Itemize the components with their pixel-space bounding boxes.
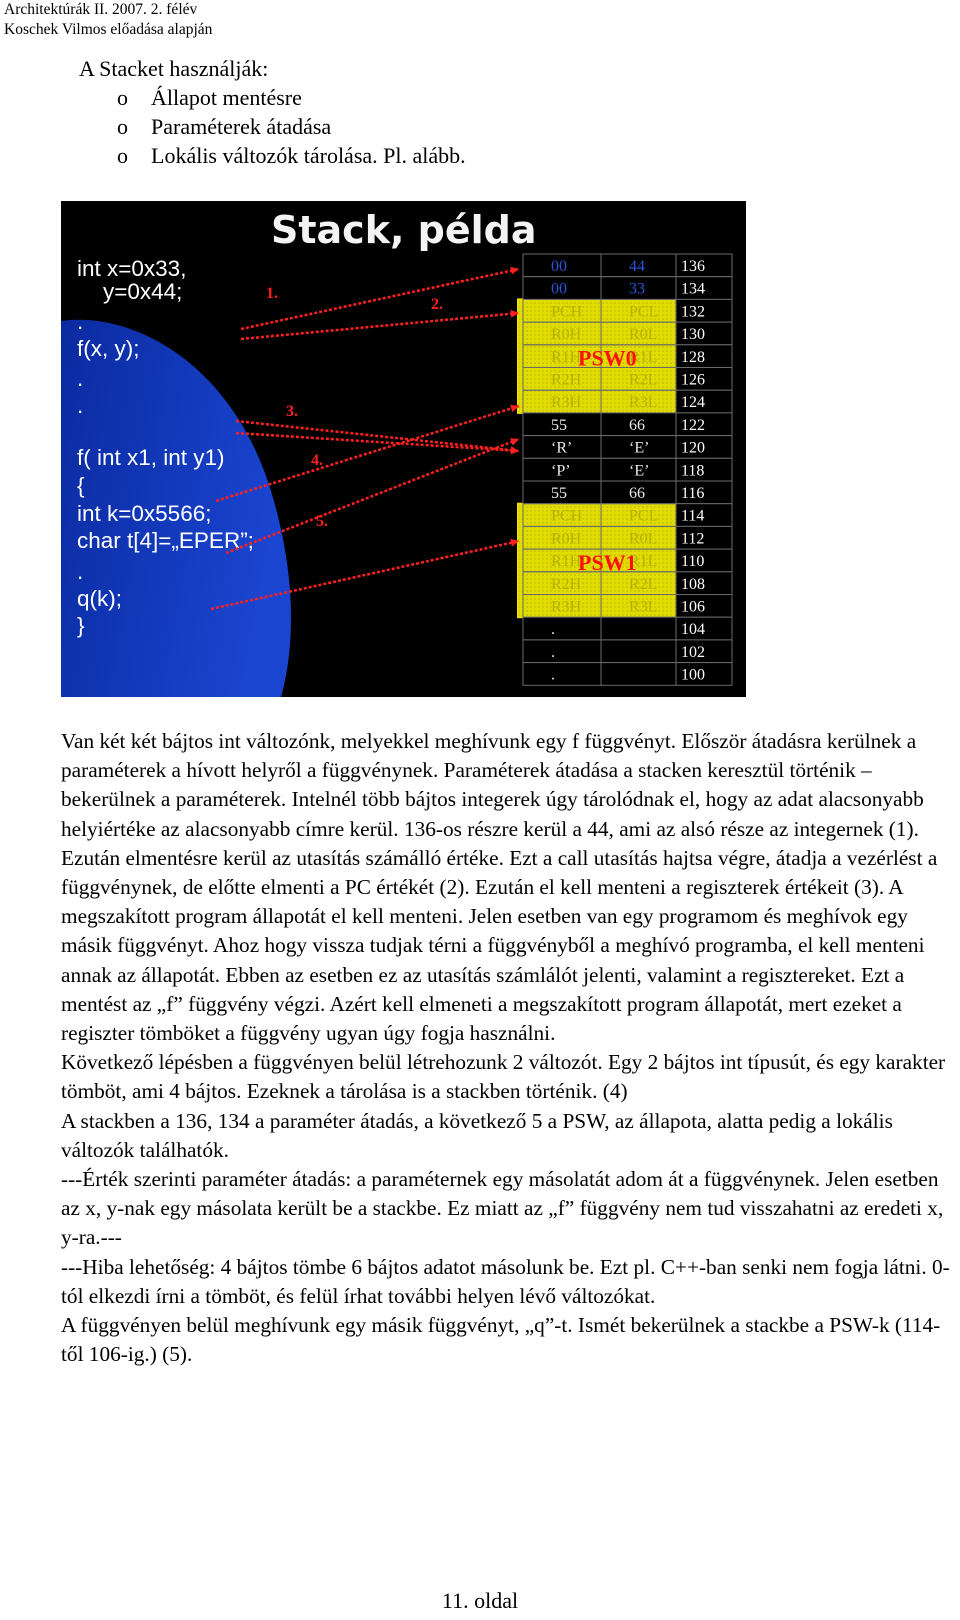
paragraph: ---Érték szerinti paraméter átadás: a paraméternek egy másolatát adom át a függvénynek. Jelen esetben az x, y-nak egy másolata került be a stackbe. Ez miatt az „f” függvény nem tud visszahatni az eredeti x, y-ra.--- xyxy=(61,1167,944,1250)
stack-cell-left: ‘P’ xyxy=(551,462,571,480)
arrow-label: 2. xyxy=(431,296,443,313)
stack-cell xyxy=(523,617,601,640)
stack-address: 106 xyxy=(681,598,705,616)
stack-cell-left: ‘R’ xyxy=(551,439,573,457)
stack-cell-left: 00 xyxy=(551,280,567,298)
stack-cell-left: PCH xyxy=(551,303,583,321)
stack-address: 114 xyxy=(681,507,705,525)
paragraph: A stackben a 136, 134 a paraméter átadás, a következő 5 a PSW, az állapota, alatta pedig a lokális változók találhatók. xyxy=(61,1108,893,1162)
stack-cell-right: R2L xyxy=(629,575,658,593)
code-line: . xyxy=(77,366,84,391)
paragraph: Van két két bájtos int változónk, melyekkel meghívunk egy f függvényt. Először átadásra kerülnek a paraméterek a hívott helyről a függvénynek. Paraméterek átadása a stacken keresztül történik – bekerülnek a paraméterek. Intelnél több bájtos integerek úgy tárolódnak el, hogy az adat alacsonyabb helyiértéke az alacsonyabb címre kerül. 136-os részre kerül a 44, ami az alsó része az integernek (1). Ezután elmentésre kerül az utasítás számálló értéke. Ezt a call utasítás hajtsa végre, átadja a vezérlést a függvénynek, de előtte elmenti a PC értékét (2). Ezután el kell menteni a regiszterek értékeit (3). A megszakított program állapotát el kell menteni. Jelen esetben van egy programom és meghívok egy másik függvényt. Ahoz hogy vissza tudjak térni a függvényből a meghívó programba, el kell menteni annak az állapotát. Ebben az esetben ez az utasítás számlálót jelenti, valamint a regisztereket. Ezt a mentést az „f” függvény végzi. Azért kell elmeneti a megszakított program állapotát, mert ezeket a regiszter tömböket a függvény ugyan úgy fogja használni. xyxy=(61,729,938,1046)
slide-title: Stack, példa xyxy=(271,208,537,252)
stack-cell-right: PCL xyxy=(629,507,659,525)
stack-cell-left: R0H xyxy=(551,326,582,344)
stack-cell-left: PCH xyxy=(551,507,583,525)
code-line: int k=0x5566; xyxy=(77,501,212,526)
stack-cell-right: PCL xyxy=(629,303,659,321)
list-item: o Állapot mentésre xyxy=(117,85,302,110)
stack-cell xyxy=(601,640,676,663)
stack-address: 102 xyxy=(681,643,705,661)
psw-label: PSW1 xyxy=(578,549,637,575)
arrow-label: 3. xyxy=(286,403,298,420)
intro-section xyxy=(79,54,466,170)
stack-cell-left: R0H xyxy=(551,530,582,548)
stack-cell xyxy=(523,663,601,686)
stack-address: 118 xyxy=(681,462,705,480)
stack-address: 134 xyxy=(681,280,705,298)
list-item: o Lokális változók tárolása. Pl. alább. xyxy=(117,143,466,168)
body-text xyxy=(61,727,959,1369)
paragraph: Következő lépésben a függvényen belül létrehozunk 2 változót. Egy 2 bájtos int típusút, és egy karakter tömböt, ami 4 bájtos. Ezeknek a tárolása is a stackben történik. (4) xyxy=(61,1050,946,1104)
code-line: char t[4]=„EPER”; xyxy=(77,528,254,553)
stack-cell-left: R2H xyxy=(551,575,582,593)
stack-cell-right: ‘E’ xyxy=(629,439,650,457)
code-line: f(x, y); xyxy=(77,336,140,361)
header-author: Koschek Vilmos előadása alapján xyxy=(4,21,213,38)
stack-example-slide xyxy=(61,201,746,697)
stack-cell-right: R1L xyxy=(629,553,658,571)
stack-address: 108 xyxy=(681,575,705,593)
code-line: . xyxy=(77,309,84,334)
bullet-icon: o xyxy=(117,85,128,110)
stack-cell-left: R3H xyxy=(551,598,582,616)
stack-cell-right: 33 xyxy=(629,280,645,298)
stack-cell xyxy=(601,617,676,640)
arrow-label: 5. xyxy=(316,513,328,530)
intro-heading: A Stacket használják: xyxy=(79,56,269,81)
stack-cell-left: R2H xyxy=(551,371,582,389)
stack-address: 116 xyxy=(681,485,705,502)
code-line: int x=0x33, xyxy=(77,256,187,281)
stack-cell-right: 44 xyxy=(629,258,645,275)
code-line: f( int x1, int y1) xyxy=(77,445,225,470)
stack-cell-right: 66 xyxy=(629,485,645,502)
stack-cell xyxy=(523,640,601,663)
stack-cell-left: . xyxy=(551,666,555,684)
stack-cell-right: R3L xyxy=(629,394,658,412)
paragraph: ---Hiba lehetőség: 4 bájtos tömbe 6 bájtos adatot másolunk be. Ezt pl. C++-ban senki nem fogja látni. 0-tól elkezdi írni a tömböt, és felül írhat további helyen lévő változókat. xyxy=(61,1254,950,1308)
stack-cell-left: 55 xyxy=(551,416,567,434)
code-line: q(k); xyxy=(77,586,122,611)
stack-address: 122 xyxy=(681,416,705,434)
stack-address: 126 xyxy=(681,371,705,389)
stack-cell-left: R3H xyxy=(551,394,582,412)
stack-address: 130 xyxy=(681,326,705,344)
stack-address: 100 xyxy=(681,666,705,684)
stack-address: 132 xyxy=(681,303,705,321)
stack-cell xyxy=(601,663,676,686)
code-line: } xyxy=(77,613,85,638)
paragraph: A függvényen belül meghívunk egy másik függvényt, „q”-t. Ismét bekerülnek a stackbe a PSW-k (114-től 106-ig.) (5). xyxy=(61,1313,941,1367)
stack-cell-right: R1L xyxy=(629,348,658,366)
stack-cell-left: R1H xyxy=(551,553,582,571)
list-item: o Paraméterek átadása xyxy=(117,114,332,139)
stack-cell-right: ‘E’ xyxy=(629,462,650,480)
stack-cell-left: . xyxy=(551,643,555,661)
stack-address: 136 xyxy=(681,258,705,275)
psw-label: PSW0 xyxy=(578,345,637,371)
stack-cell-left: R1H xyxy=(551,348,582,366)
stack-diagram xyxy=(61,201,746,697)
arrow-label: 1. xyxy=(266,285,278,302)
arrow-label: 4. xyxy=(311,452,323,469)
stack-cell-right: R3L xyxy=(629,598,658,616)
stack-address: 104 xyxy=(681,621,705,639)
stack-cell-left: 00 xyxy=(551,258,567,275)
code-line: . xyxy=(77,559,84,584)
stack-address: 110 xyxy=(681,553,705,571)
stack-cell-left: . xyxy=(551,621,555,639)
stack-cell-right: R0L xyxy=(629,530,658,548)
stack-address: 128 xyxy=(681,348,705,366)
stack-cell-right: R2L xyxy=(629,371,658,389)
bullet-icon: o xyxy=(117,143,128,168)
header-course: Architektúrák II. 2007. 2. félév xyxy=(4,1,198,18)
stack-address: 124 xyxy=(681,394,705,412)
stack-address: 112 xyxy=(681,530,705,548)
page-number: 11. oldal xyxy=(441,1588,519,1613)
page-header xyxy=(4,0,212,40)
stack-cell-right: R0L xyxy=(629,326,658,344)
bullet-icon: o xyxy=(117,114,128,139)
intro-list xyxy=(79,83,466,170)
code-line: . xyxy=(77,393,84,418)
code-line: y=0x44; xyxy=(103,279,183,304)
stack-cell-left: 55 xyxy=(551,485,567,502)
stack-cell-right: 66 xyxy=(629,416,645,434)
stack-address: 120 xyxy=(681,439,705,457)
code-line: { xyxy=(77,473,85,498)
